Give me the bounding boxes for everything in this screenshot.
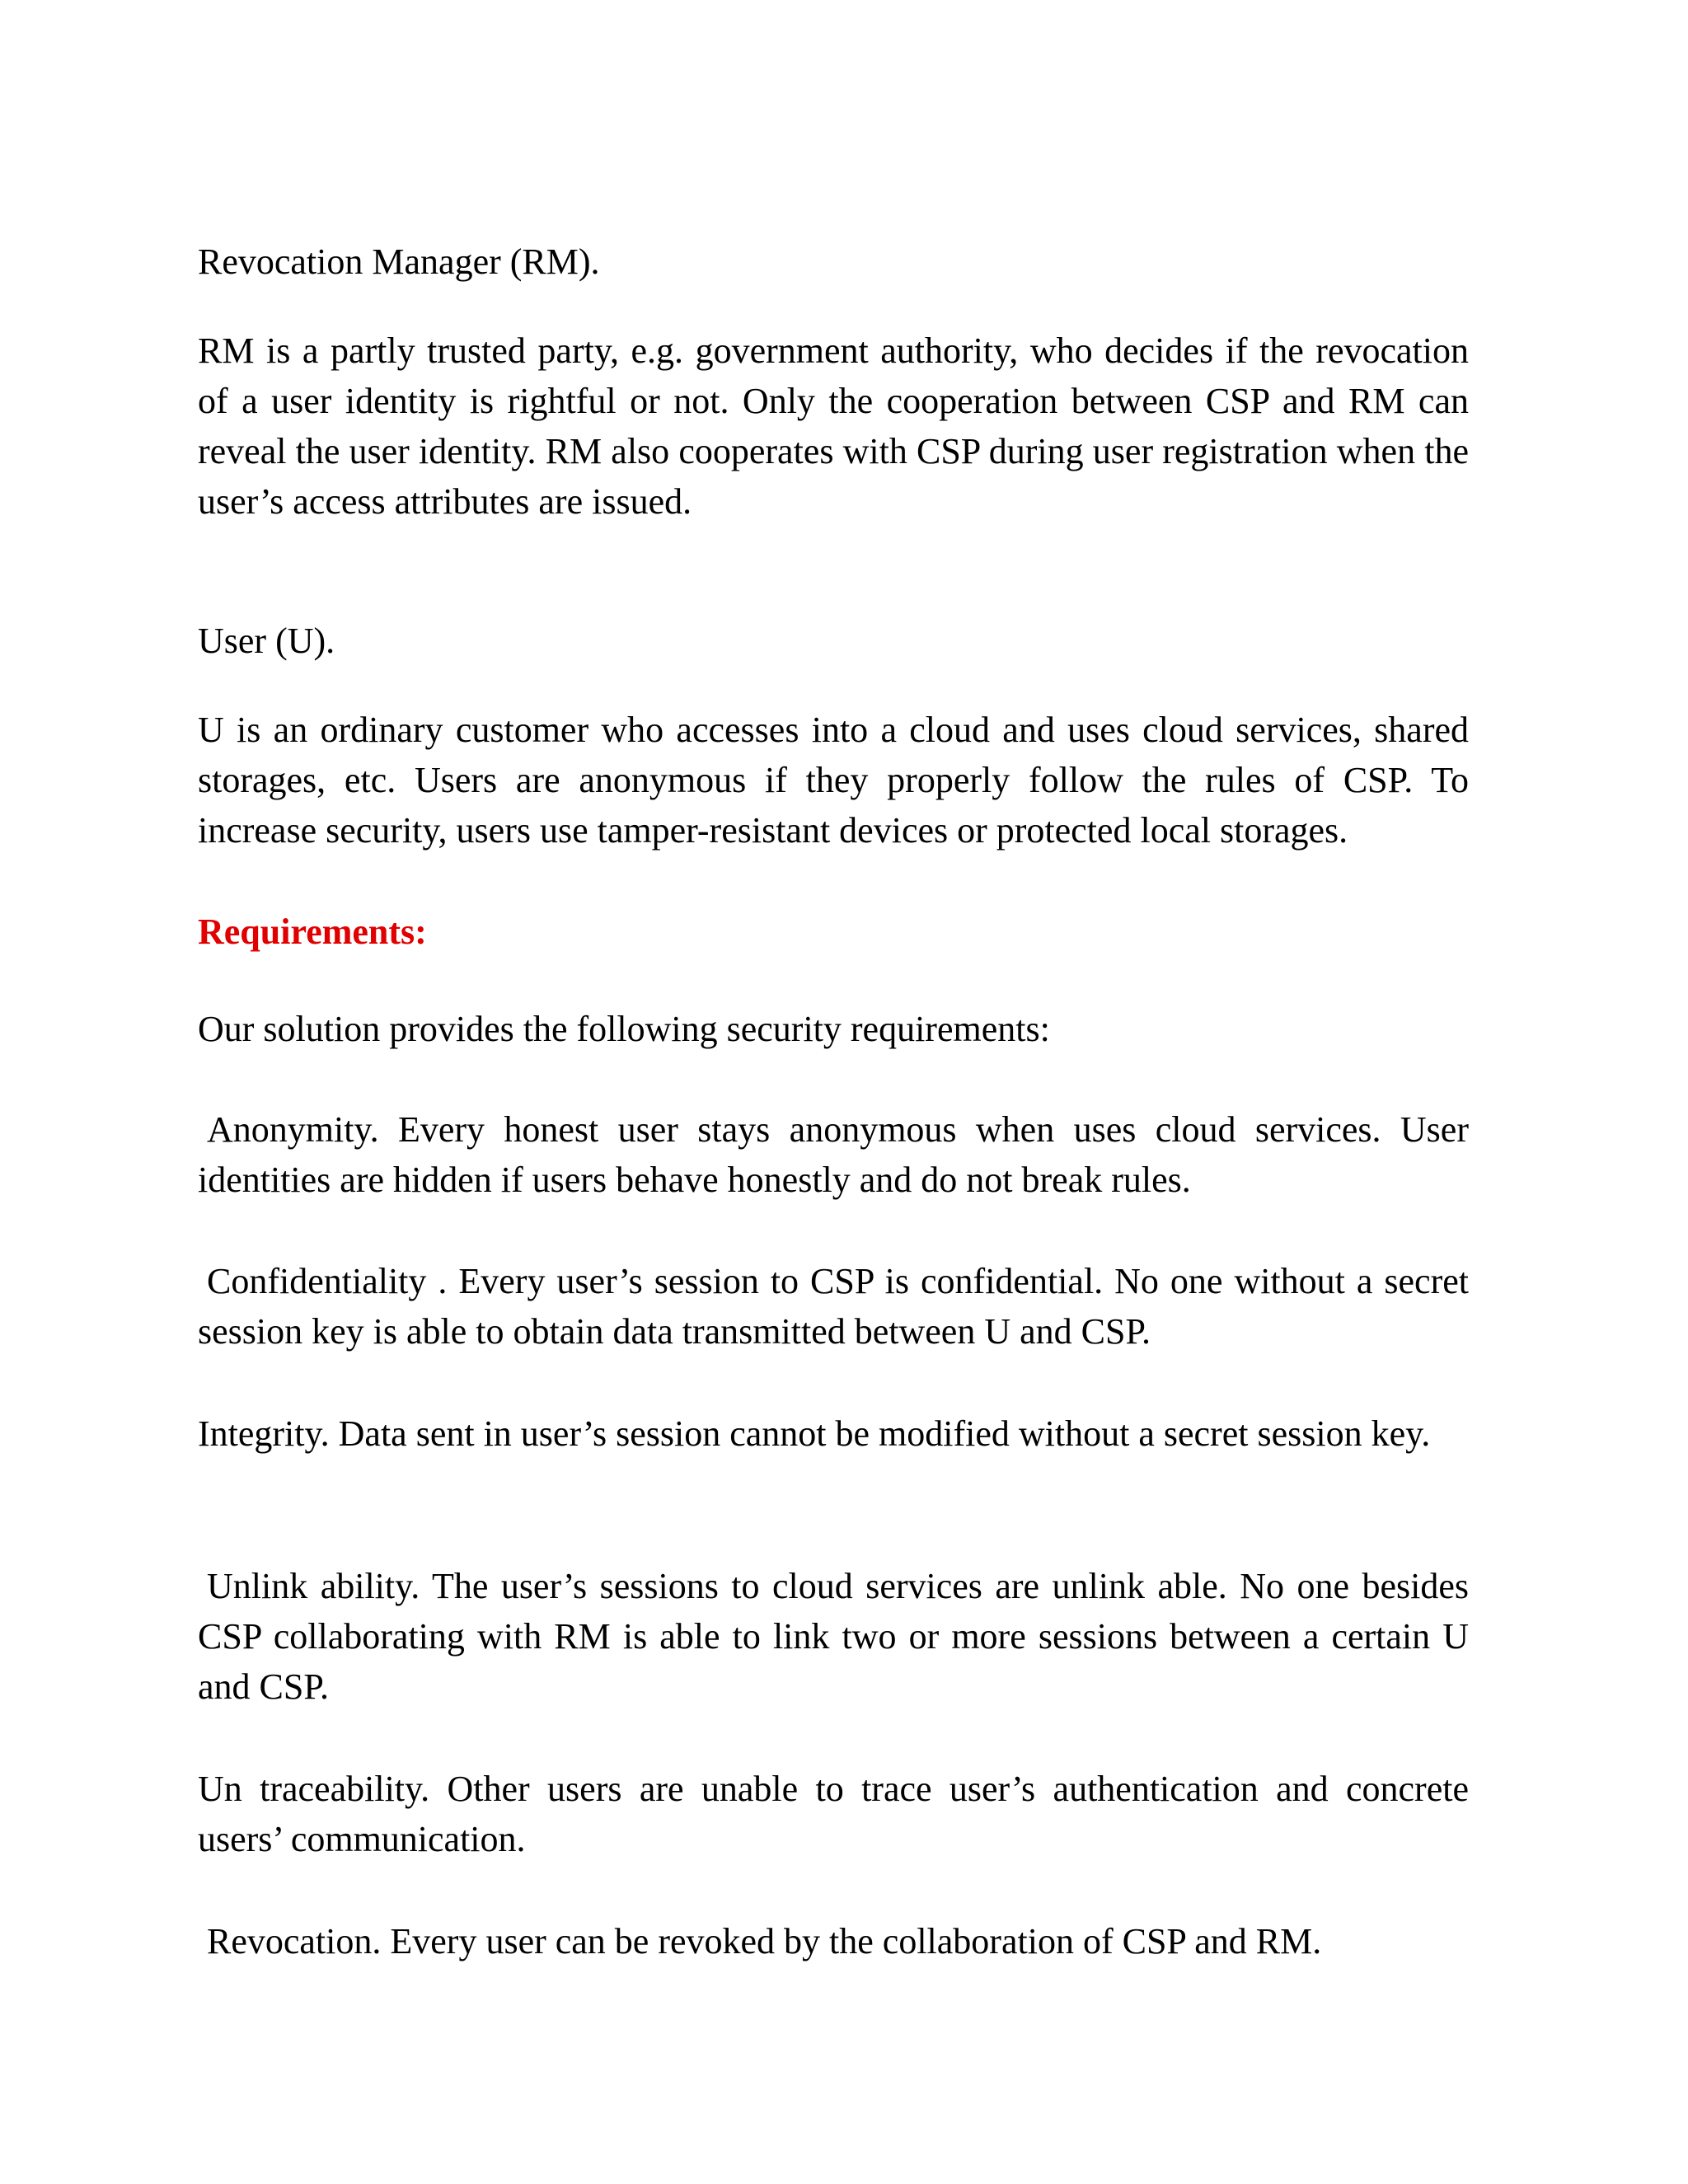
- requirement-revocation: [198, 1916, 1469, 1966]
- requirement-confidentiality: [198, 1256, 1469, 1357]
- requirement-anonymity: [198, 1104, 1469, 1205]
- requirement-text: Confidentiality . Every user’s session to CSP is confidential. No one without a secret session key is able to obtain data transmitted between U and CSP.: [198, 1261, 1469, 1352]
- rm-description: RM is a partly trusted party, e.g. government authority, who decides if the revocation of a user identity is rightful or not. Only the cooperation between CSP and RM can reveal the user identity. RM also cooperates with CSP during user registration when the user’s access attributes are issued.: [198, 330, 1469, 522]
- requirement-unlinkability: [198, 1561, 1469, 1712]
- requirement-text: Unlink ability. The user’s sessions to cloud services are unlink able. No one besides CSP collaborating with RM is able to link two or more sessions between a certain U and CSP.: [198, 1566, 1469, 1707]
- requirement-text: Revocation. Every user can be revoked by the collaboration of CSP and RM.: [207, 1921, 1322, 1961]
- requirement-integrity: Integrity. Data sent in user’s session cannot be modified without a secret session key.: [198, 1413, 1431, 1454]
- requirements-heading: Requirements:: [198, 912, 427, 952]
- user-heading: User (U).: [198, 621, 335, 661]
- requirement-untraceability: Un traceability. Other users are unable to trace user’s authentication and concrete users’ communication.: [198, 1769, 1469, 1859]
- requirements-intro: Our solution provides the following security requirements:: [198, 1009, 1050, 1049]
- user-description: U is an ordinary customer who accesses into a cloud and uses cloud services, shared storages, etc. Users are anonymous if they properly follow the rules of CSP. To increase security, users use tamper-resistant devices or protected local storages.: [198, 710, 1469, 851]
- requirement-text: Anonymity. Every honest user stays anonymous when uses cloud services. User identities are hidden if users behave honestly and do not break rules.: [198, 1109, 1469, 1200]
- rm-heading: Revocation Manager (RM).: [198, 241, 600, 282]
